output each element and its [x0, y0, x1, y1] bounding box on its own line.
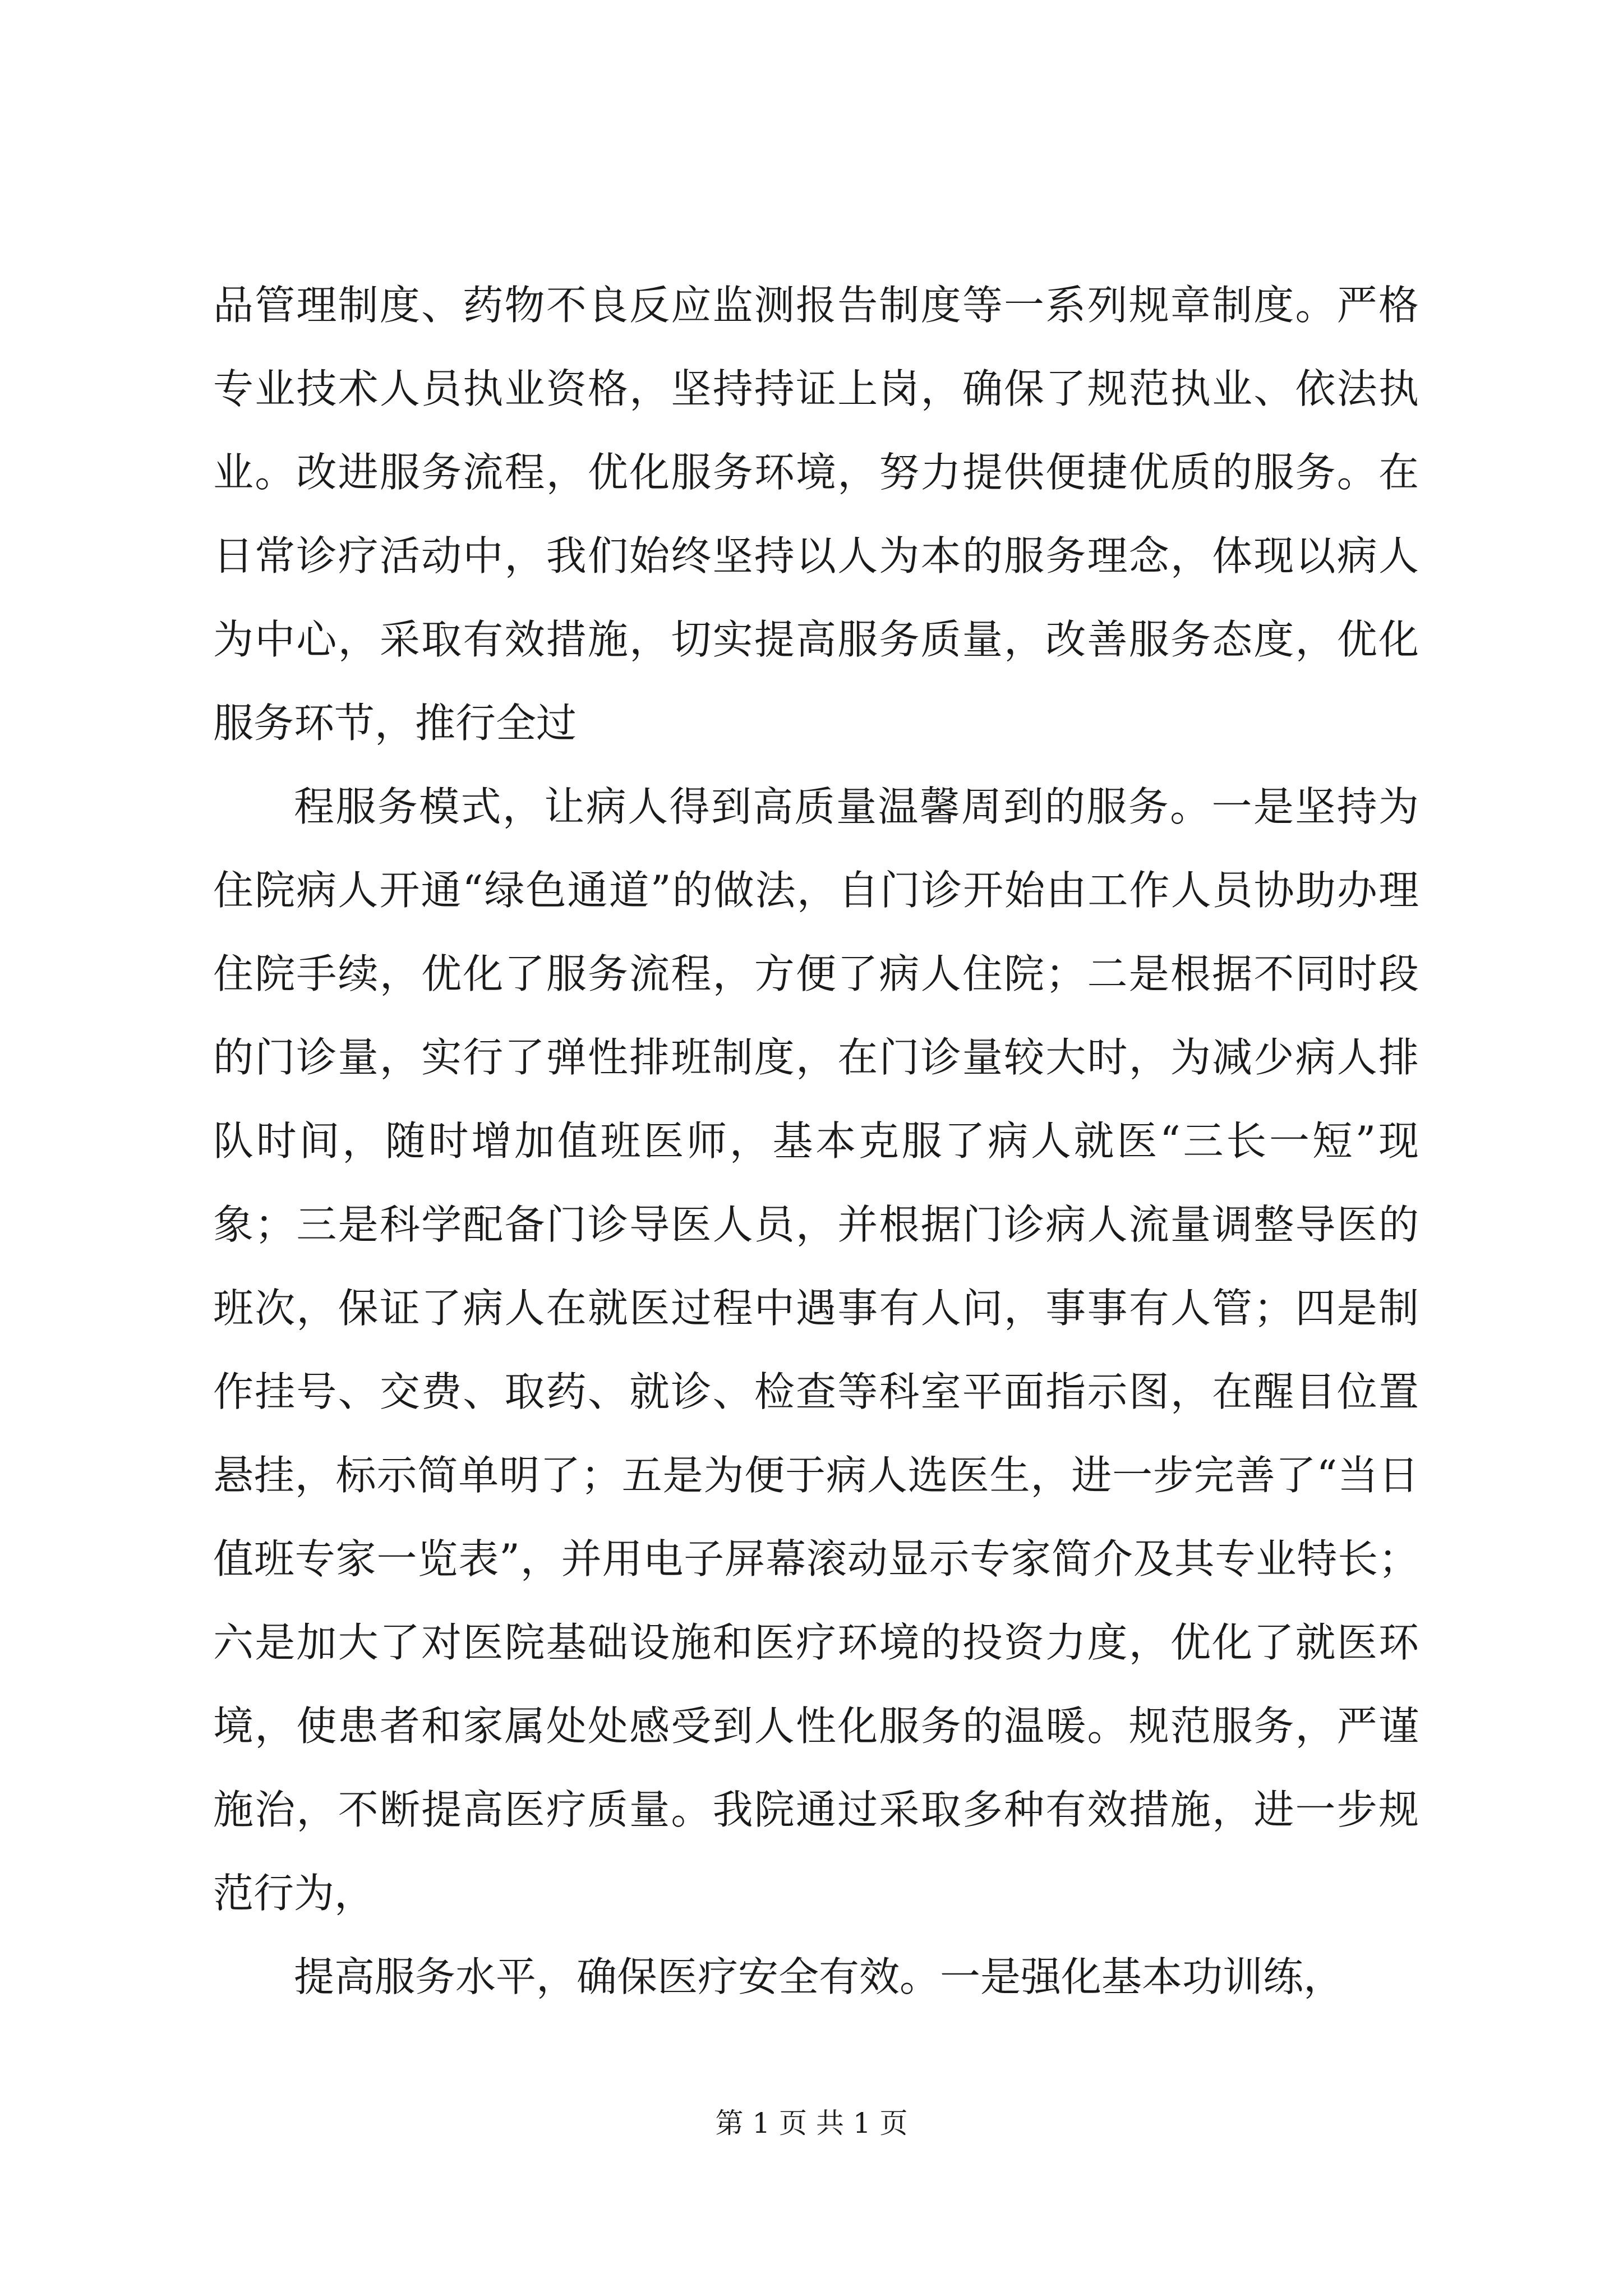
body-text [213, 264, 1419, 2019]
paragraph-1: 品管理制度、药物不良反应监测报告制度等一系列规章制度。严格专业技术人员执业资格，坚持持证上岗，确保了规范执业、依法执业。改进服务流程，优化服务环境，努力提供便捷优质的服务。在日常诊疗活动中，我们始终坚持以人为本的服务理念，体现以病人为中心，采取有效措施，切实提高服务质量，改善服务态度，优化服务环节，推行全过 [213, 282, 1419, 747]
page-footer: 第 1 页 共 1 页 [715, 2107, 908, 2139]
paragraph-3: 提高服务水平，确保医疗安全有效。一是强化基本功训练， [294, 1953, 1344, 2000]
paragraph-2: 程服务模式，让病人得到高质量温馨周到的服务。一是坚持为住院病人开通“绿色通道”的做法，自门诊开始由工作人员协助办理住院手续，优化了服务流程，方便了病人住院；二是根据不同时段的门诊量，实行了弹性排班制度，在门诊量较大时，为减少病人排队时间，随时增加值班医师，基本克服了病人就医“三长一短”现象；三是科学配备门诊导医人员，并根据门诊病人流量调整导医的班次，保证了病人在就医过程中遇事有人问，事事有人管；四是制作挂号、交费、取药、就诊、检查等科室平面指示图，在醒目位置悬挂，标示简单明了；五是为便于病人选医生，进一步完善了“当日值班专家一览表”，并用电子屏幕滚动显示专家简介及其专业特长；六是加大了对医院基础设施和医疗环境的投资力度，优化了就医环境，使患者和家属处处感受到人性化服务的温暖。规范服务，严谨施治，不断提高医疗质量。我院通过采取多种有效措施，进一步规范行为， [213, 783, 1419, 1917]
